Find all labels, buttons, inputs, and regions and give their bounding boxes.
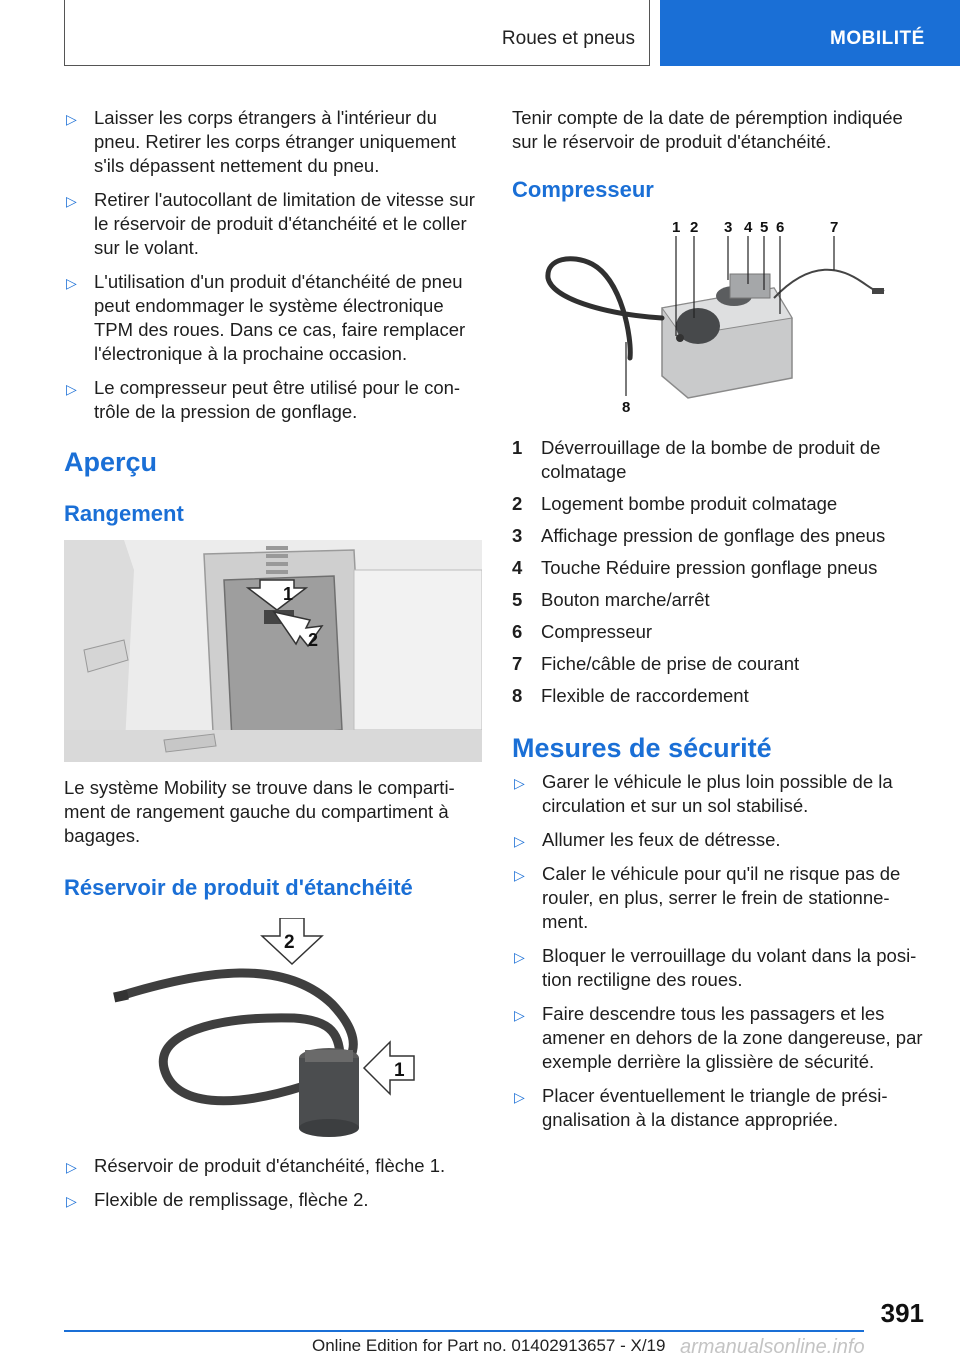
compressor-callout-label: 6	[776, 219, 785, 236]
intro-bullet	[64, 188, 482, 260]
compressor-heading: Compresseur	[512, 177, 654, 202]
bullet-triangle-icon: ▷	[66, 381, 77, 397]
page-number: 391	[880, 1298, 924, 1328]
compressor-figure	[512, 218, 930, 418]
intro-bullet	[64, 376, 482, 424]
legend-text: Logement bombe produit colmatage	[541, 493, 838, 514]
legend-number: 4	[512, 557, 523, 578]
intro-bullet	[64, 106, 482, 178]
legend-text: Fiche/câble de prise de courant	[541, 653, 800, 674]
compressor-callout-label: 8	[622, 399, 631, 416]
compressor-callout-label: 3	[724, 219, 733, 236]
bullet-triangle-icon: ▷	[66, 1159, 77, 1175]
legend-row	[512, 588, 930, 612]
reservoir-arrow-label: 1	[394, 1060, 405, 1081]
left-column	[64, 106, 482, 1222]
reservoir-heading: Réservoir de produit d'étanchéité	[64, 875, 413, 900]
legend-number: 6	[512, 621, 523, 642]
expiry-note: Tenir compte de la date de péremption indiquée sur le réservoir de produit d'étanchéité.	[512, 107, 903, 152]
safety-bullet	[512, 862, 930, 934]
bullet-triangle-icon: ▷	[514, 1007, 525, 1023]
legend-text: Touche Réduire pression gonflage pneus	[541, 557, 878, 578]
bullet-text: Garer le véhicule le plus loin possible de la circulation et sur un sol stabilisé.	[542, 771, 893, 816]
legend-number: 7	[512, 653, 523, 674]
compressor-callout-label: 2	[690, 219, 699, 236]
bullet-triangle-icon: ▷	[66, 111, 77, 127]
header-frame	[64, 0, 650, 66]
bullet-triangle-icon: ▷	[514, 833, 525, 849]
bullet-text: Le compresseur peut être utilisé pour le con‐trôle de la pression de gonflage.	[94, 377, 461, 422]
footer-divider	[64, 1330, 864, 1332]
bullet-text: Retirer l'autocollant de limitation de vitesse sur le réservoir de produit d'étanchéité et le coller sur le volant.	[94, 189, 475, 258]
compressor-callout-label: 7	[830, 219, 839, 236]
compressor-legend	[512, 436, 930, 708]
sealant-reservoir-figure	[64, 918, 482, 1138]
safety-bullet	[512, 1084, 930, 1132]
bullet-triangle-icon: ▷	[514, 867, 525, 883]
watermark: armanualsonline.info	[680, 1336, 865, 1358]
legend-text: Compresseur	[541, 621, 653, 642]
safety-bullet	[512, 944, 930, 992]
legend-number: 5	[512, 589, 523, 610]
legend-row	[512, 652, 930, 676]
storage-compartment-figure	[64, 540, 482, 762]
bullet-text: Bloquer le verrouillage du volant dans la posi‐tion rectiligne des roues.	[542, 945, 917, 990]
safety-bullet	[512, 828, 930, 852]
bullet-text: Allumer les feux de détresse.	[542, 829, 781, 850]
header-chapter-tab[interactable]	[660, 0, 960, 66]
header-section-title: Roues et pneus	[501, 28, 635, 49]
edition-note: Online Edition for Part no. 01402913657 - X/19	[312, 1336, 666, 1355]
reservoir-arrow-label: 2	[284, 932, 295, 953]
legend-text: Affichage pression de gonflage des pneus	[541, 525, 886, 546]
storage-description: Le système Mobility se trouve dans le comparti‐ment de rangement gauche du compartiment à bagages.	[64, 777, 455, 846]
legend-number: 1	[512, 437, 523, 458]
legend-number: 3	[512, 525, 523, 546]
legend-text: Bouton marche/arrêt	[541, 589, 710, 610]
bullet-triangle-icon: ▷	[514, 1089, 525, 1105]
storage-arrow-label: 1	[283, 584, 294, 604]
bullet-text: Caler le véhicule pour qu'il ne risque pas de rouler, en plus, serrer le frein de stationne‐ment.	[542, 863, 901, 932]
chapter-label: MOBILITÉ	[830, 28, 925, 49]
reservoir-bullet	[64, 1154, 482, 1178]
bullet-text: Placer éventuellement le triangle de prési‐gnalisation à la distance appropriée.	[542, 1085, 888, 1130]
legend-row	[512, 556, 930, 580]
legend-row	[512, 684, 930, 708]
bullet-triangle-icon: ▷	[66, 275, 77, 291]
legend-number: 8	[512, 685, 523, 706]
compressor-callout-label: 4	[744, 219, 753, 236]
legend-number: 2	[512, 493, 523, 514]
bullet-triangle-icon: ▷	[514, 949, 525, 965]
reservoir-bullet	[64, 1188, 482, 1212]
intro-bullet	[64, 270, 482, 366]
bullet-triangle-icon: ▷	[66, 1193, 77, 1209]
bullet-text: Faire descendre tous les passagers et les amener en dehors de la zone dangereuse, par exemple derrière la glissière de sécurité.	[542, 1003, 923, 1072]
bullet-text: Flexible de remplissage, flèche 2.	[94, 1189, 369, 1210]
storage-heading: Rangement	[64, 501, 184, 526]
safety-bullet	[512, 1002, 930, 1074]
safety-heading: Mesures de sécurité	[512, 733, 772, 763]
storage-arrow-label: 2	[308, 630, 319, 650]
bullet-text: Réservoir de produit d'étanchéité, flèche 1.	[94, 1155, 446, 1176]
legend-row	[512, 620, 930, 644]
legend-text: Déverrouillage de la bombe de produit de colmatage	[541, 437, 881, 482]
legend-row	[512, 436, 930, 484]
safety-bullet	[512, 770, 930, 818]
legend-row	[512, 492, 930, 516]
compressor-callout-label: 1	[672, 219, 681, 236]
bullet-triangle-icon: ▷	[514, 775, 525, 791]
legend-text: Flexible de raccordement	[541, 685, 749, 706]
compressor-callout-label: 5	[760, 219, 769, 236]
bullet-triangle-icon: ▷	[66, 193, 77, 209]
bullet-text: L'utilisation d'un produit d'étanchéité de pneu peut endommager le système électronique TPM des roues. Dans ce cas, faire remplacer l'électronique à la prochaine occasion.	[94, 271, 466, 364]
legend-row	[512, 524, 930, 548]
bullet-text: Laisser les corps étrangers à l'intérieur du pneu. Retirer les corps étranger uniquement s'ils dépassent nettement du pneu.	[94, 107, 456, 176]
right-column	[512, 106, 930, 1142]
overview-heading: Aperçu	[64, 447, 158, 477]
